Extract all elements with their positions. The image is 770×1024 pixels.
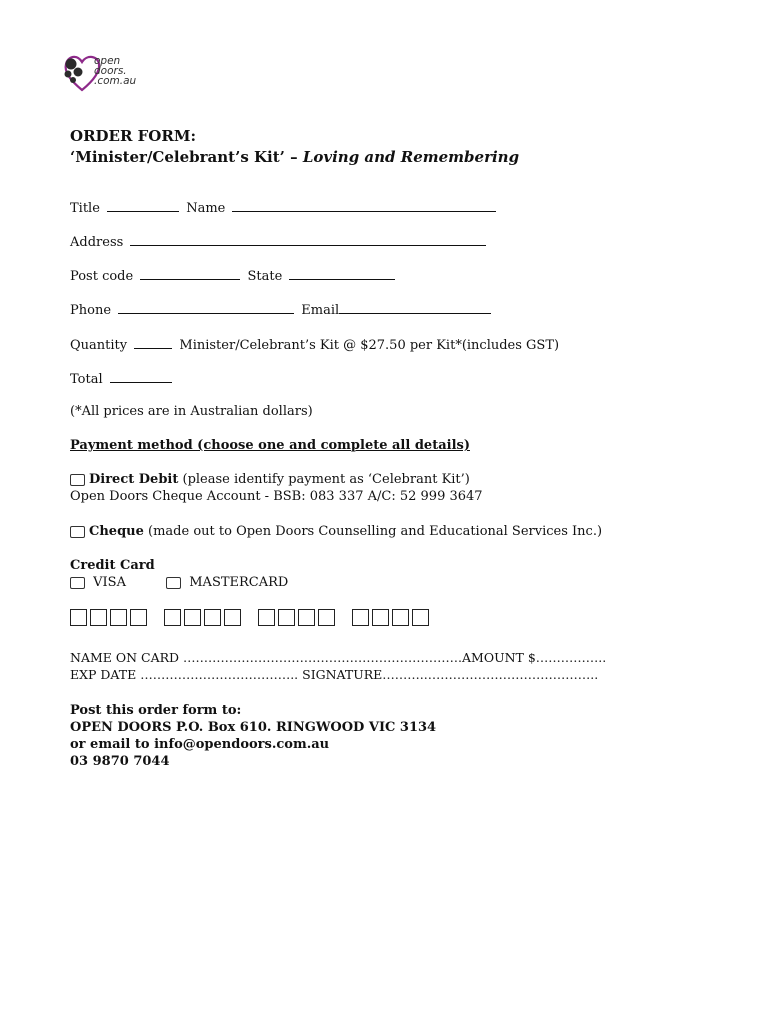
card-digit-box[interactable] [372, 609, 389, 626]
postcode-field[interactable] [140, 267, 240, 280]
quantity-field[interactable] [134, 336, 172, 349]
card-digit-box[interactable] [224, 609, 241, 626]
page-title [70, 126, 519, 168]
direct-debit-label: Direct Debit [89, 472, 179, 487]
cheque-label: Cheque [89, 524, 144, 539]
card-number-group-3 [258, 609, 338, 630]
card-digit-box[interactable] [298, 609, 315, 626]
cheque-note: (made out to Open Doors Counselling and Educational Services Inc.) [148, 524, 603, 539]
phone-field[interactable] [118, 301, 294, 314]
total-row [70, 370, 175, 387]
total-field[interactable] [110, 370, 172, 383]
card-number-group-2 [164, 609, 244, 630]
card-digit-box[interactable] [130, 609, 147, 626]
direct-debit-note: (please identify payment as ‘Celebrant Kit’) [182, 472, 470, 487]
exp-date-signature-line[interactable]: EXP DATE ……………………………….. SIGNATURE………..………………………………….. [70, 667, 599, 682]
price-note: (*All prices are in Australian dollars) [70, 404, 313, 419]
title-line-2 [70, 147, 519, 168]
account-details: Open Doors Cheque Account - BSB: 083 337 A/C: 52 999 3647 [70, 489, 483, 504]
visa-label: VISA [93, 575, 126, 590]
card-number-group-4 [352, 609, 432, 630]
quantity-description: Minister/Celebrant’s Kit @ $27.50 per Kit*(includes GST) [179, 338, 560, 353]
address-row [70, 233, 489, 250]
direct-debit-row [70, 472, 470, 487]
address-label: Address [70, 235, 124, 250]
name-label: Name [186, 201, 226, 216]
card-digit-box[interactable] [90, 609, 107, 626]
title-kit-name: ‘Minister/Celebrant’s Kit’ – [70, 148, 303, 166]
mastercard-label: MASTERCARD [189, 575, 289, 590]
credit-card-label: Credit Card [70, 558, 155, 573]
title-label: Title [70, 201, 100, 216]
phone-label: Phone [70, 303, 112, 318]
postcode-label: Post code [70, 269, 134, 284]
title-name-row [70, 199, 499, 216]
cheque-checkbox[interactable] [70, 526, 85, 538]
card-digit-box[interactable] [184, 609, 201, 626]
payment-method-heading: Payment method (choose one and complete all details) [70, 438, 470, 453]
logo-line-3: .com.au [94, 75, 137, 87]
title-field[interactable] [107, 199, 179, 212]
address-field[interactable] [130, 233, 486, 246]
card-digit-box[interactable] [278, 609, 295, 626]
quantity-label: Quantity [70, 338, 128, 353]
card-number-group-1 [70, 609, 150, 630]
card-number-boxes [70, 609, 446, 630]
phone-email-row [70, 301, 494, 318]
title-line-1: ORDER FORM: [70, 127, 196, 145]
title-kit-subtitle: Loving and Remembering [302, 148, 520, 166]
cheque-row [70, 524, 602, 539]
direct-debit-checkbox[interactable] [70, 474, 85, 486]
name-field[interactable] [232, 199, 496, 212]
card-digit-box[interactable] [204, 609, 221, 626]
card-digit-box[interactable] [70, 609, 87, 626]
card-digit-box[interactable] [164, 609, 181, 626]
mastercard-checkbox[interactable] [166, 577, 181, 589]
card-digit-box[interactable] [352, 609, 369, 626]
post-line-1: Post this order form to: [70, 703, 242, 718]
logo-line-1: open [94, 55, 121, 67]
state-field[interactable] [289, 267, 395, 280]
card-digit-box[interactable] [318, 609, 335, 626]
visa-checkbox[interactable] [70, 577, 85, 589]
quantity-row [70, 336, 559, 353]
name-on-card-line[interactable]: NAME ON CARD ………………………………………………………….AMOUNT $…………….. [70, 650, 607, 665]
logo-line-2: doors. [94, 65, 127, 77]
email-field[interactable] [339, 301, 491, 314]
card-digit-box[interactable] [412, 609, 429, 626]
logo-wordmark [94, 56, 136, 86]
postcode-state-row [70, 267, 398, 284]
total-label: Total [70, 372, 103, 387]
state-label: State [247, 269, 283, 284]
postal-instructions [70, 702, 436, 770]
card-type-row [70, 575, 288, 590]
card-digit-box[interactable] [258, 609, 275, 626]
email-label: Email [301, 303, 340, 318]
card-digit-box[interactable] [392, 609, 409, 626]
card-digit-box[interactable] [110, 609, 127, 626]
post-email: or email to info@opendoors.com.au [70, 737, 330, 752]
open-doors-logo [62, 50, 162, 98]
post-phone: 03 9870 7044 [70, 754, 170, 769]
post-address: OPEN DOORS P.O. Box 610. RINGWOOD VIC 3134 [70, 720, 437, 735]
